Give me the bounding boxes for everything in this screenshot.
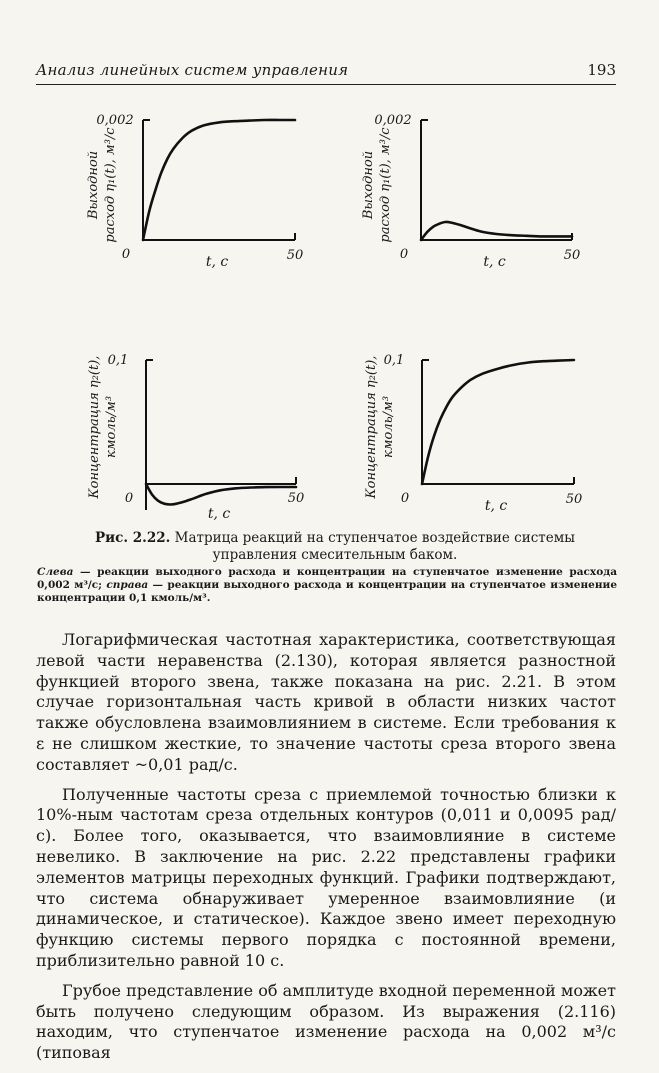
caption-label: Рис. 2.22.	[94, 530, 171, 546]
panel-top-right-ylabel-line2: расход η₁(t), м³/с	[378, 127, 393, 243]
panel-top-right-curve-0	[421, 222, 572, 240]
panel-bottom-right-xmax-label: 50	[565, 492, 583, 507]
paragraph-3: Грубое представление об амплитуде входной переменной может быть получено следующим образом. Из выражения (2.116) находим, что ступенчатое изменение расхода на 0,002 м³/с (типовая	[36, 980, 616, 1063]
running-title: Анализ линейных систем управления	[36, 61, 349, 79]
panel-top-right-xmax-label: 50	[563, 248, 581, 263]
panel-bottom-right-ymax-label: 0,1	[383, 353, 405, 368]
note-left-text: — реакции выходного расхода и концентрации на ступенчатое изменение расхода 0,002 м³/с;	[37, 566, 617, 591]
panel-bottom-left-origin-label: 0	[124, 491, 134, 506]
panel-bottom-left-ylabel-line1: Концентрация η₂(t),	[87, 355, 102, 499]
panel-bottom-right-ylabel-line1: Концентрация η₂(t),	[364, 355, 379, 499]
panel-bottom-left-ylabel-line2: кмоль/м³	[104, 395, 119, 459]
panel-top-right-xlabel: t, c	[483, 254, 506, 270]
panel-top-left-ylabel-line1: Выходной	[86, 150, 101, 220]
panel-top-right-ymax-label: 0,002	[374, 113, 412, 128]
panel-bottom-left-curve-0	[146, 484, 296, 505]
panel-top-left-ymax-label: 0,002	[96, 113, 134, 128]
caption-text: Матрица реакций на ступенчатое воздействие системы управления смесительным баком.	[174, 530, 576, 563]
note-left-word: Слева	[37, 566, 74, 578]
figure-2-22	[0, 0, 659, 530]
panel-bottom-right-curve-0	[422, 360, 574, 484]
panel-top-left-curve-0	[143, 120, 295, 240]
note-right-text: — реакции выходного расхода и концентрации на ступенчатое изменение концентрации 0,1 кмоль/м³.	[37, 579, 617, 604]
panel-bottom-right-ylabel-line2: кмоль/м³	[381, 395, 396, 459]
panel-bottom-left-xlabel: t, c	[207, 506, 231, 522]
panel-bottom-right-xlabel: t, c	[484, 498, 508, 514]
figure-note	[37, 566, 617, 605]
panel-top-left-xlabel: t, c	[205, 254, 229, 270]
panel-top-left-ylabel-line2: расход η₁(t), м³/с	[103, 127, 118, 243]
body-text	[36, 630, 616, 1073]
panel-bottom-left-xmax-label: 50	[287, 491, 305, 506]
note-right-word: справа	[106, 579, 149, 591]
panel-bottom-left-ymax-label: 0,1	[107, 353, 129, 368]
figure-caption	[70, 530, 600, 564]
panel-bottom-right-origin-label: 0	[400, 491, 410, 506]
panel-top-left-xmax-label: 50	[286, 248, 304, 263]
panel-top-left-origin-label: 0	[121, 247, 131, 262]
panel-top-right-ylabel-line1: Выходной	[361, 150, 376, 220]
panel-top-right-origin-label: 0	[399, 247, 409, 262]
paragraph-1: Логарифмическая частотная характеристика, соответствующая левой части неравенства (2.130), которая является разностной функцией второго звена, также показана на рис. 2.21. В этом случае горизонтальная часть кривой в области низких частот также обусловлена взаимовлиянием в системе. Если требования к ε не слишком жесткие, то значение частоты среза второго звена составляет ~0,01 рад/с.	[36, 630, 616, 774]
paragraph-2: Полученные частоты среза с приемлемой точностью близки к 10%-ным частотам среза отдельных контуров (0,011 и 0,0095 рад/с). Более того, оказывается, что взаимовлияние в системе невелико. В заключение на рис. 2.22 представлены графики элементов матрицы переходных функций. Графики подтверждают, что система обнаруживает умеренное взаимовлияние (и динамическое, и статическое). Каждое звено имеет переходную функцию системы первого порядка с постоянной времени, приблизительно равной 10 с.	[36, 784, 616, 970]
page-number: 193	[587, 61, 616, 79]
